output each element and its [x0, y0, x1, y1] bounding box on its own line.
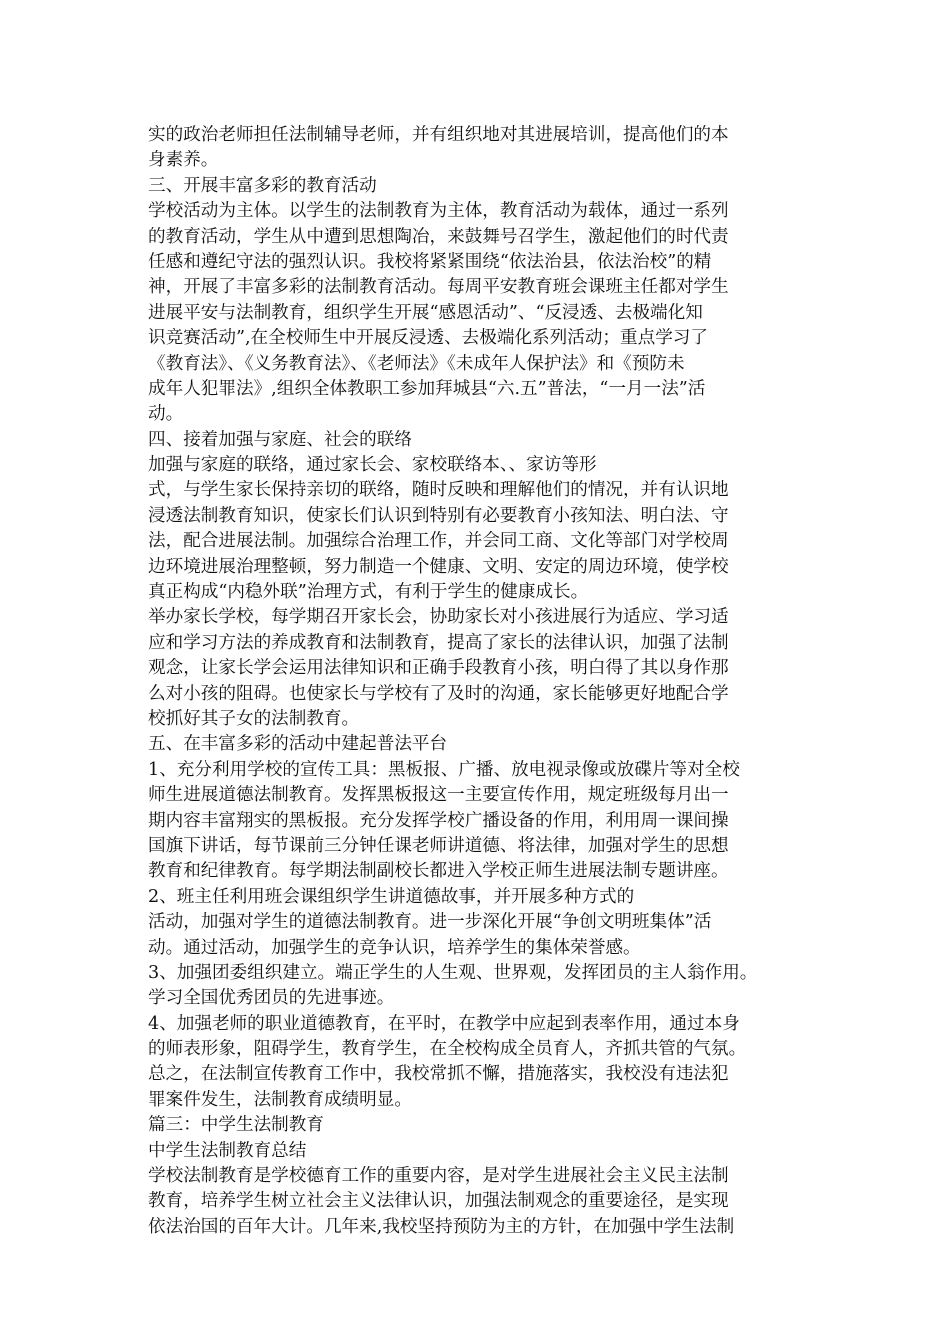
document-body	[148, 123, 808, 1240]
text-line: 篇三：中学生法制教育	[148, 1115, 324, 1136]
text-line: 浸透法制教育知识，使家长们认识到特别有必要教育小孩知法、明白法、守	[148, 505, 729, 526]
text-line: 进展平安与法制教育，组织学生开展“感恩活动”、“反浸透、去极端化知	[148, 302, 703, 323]
text-line: 期内容丰富翔实的黑板报。充分发挥学校广播设备的作用，利用周一课间操	[148, 810, 729, 831]
text-line: 成年人犯罪法》,组织全体教职工参加拜城县“六.五”普法，“一月一法”活	[148, 378, 706, 399]
text-line: 中学生法制教育总结	[148, 1140, 307, 1161]
text-line: 四、接着加强与家庭、社会的联络	[148, 429, 412, 450]
text-line: 实的政治老师担任法制辅导老师，并有组织地对其进展培训，提高他们的本	[148, 125, 729, 145]
text-line: 识竞赛活动”,在全校师生中开展反浸透、去极端化系列活动；重点学习了	[148, 328, 708, 349]
text-line: 真正构成“内稳外联”治理方式，有利于学生的健康成长。	[148, 582, 589, 603]
text-line: 师生进展道德法制教育。发挥黑板报这一主要宣传作用，规定班级每月出一	[148, 785, 729, 806]
text-line: 的师表形象，阻碍学生，教育学生，在全校构成全员育人，齐抓共管的气氛。	[148, 1039, 747, 1060]
text-line: 身素养。	[148, 150, 219, 171]
text-line: 4、加强老师的职业道德教育，在平时，在教学中应起到表率作用，通过本身	[148, 1013, 740, 1034]
text-line: 学校法制教育是学校德育工作的重要内容，是对学生进展社会主义民主法制	[148, 1166, 729, 1187]
text-line: 教育和纪律教育。每学期法制副校长都进入学校正师生进展法制专题讲座。	[148, 861, 729, 882]
text-line: 教育，培养学生树立社会主义法律认识，加强法制观念的重要途径，是实现	[148, 1191, 729, 1212]
text-line: 神，开展了丰富多彩的法制教育活动。每周平安教育班会课班主任都对学生	[148, 277, 729, 298]
text-line: 应和学习方法的养成教育和法制教育，提高了家长的法律认识，加强了法制	[148, 632, 729, 653]
text-line: 学校活动为主体。以学生的法制教育为主体，教育活动为载体，通过一系列	[148, 201, 729, 222]
text-line: 动。	[148, 404, 184, 425]
text-line: 式，与学生家长保持亲切的联络，随时反映和理解他们的情况，并有认识地	[148, 480, 729, 501]
text-line: 1、充分利用学校的宣传工具：黑板报、广播、放电视录像或放碟片等对全校	[148, 759, 740, 780]
text-line: 么对小孩的阻碍。也使家长与学校有了及时的沟通，家长能够更好地配合学	[148, 683, 729, 704]
text-line: 依法治国的百年大计。几年来,我校坚持预防为主的方针，在加强中学生法制	[148, 1216, 735, 1237]
text-line: 动。通过活动，加强学生的竞争认识，培养学生的集体荣誉感。	[148, 937, 641, 958]
text-line: 任感和遵纪守法的强烈认识。我校将紧紧围绕“依法治县，依法治校”的精	[148, 251, 712, 272]
text-line: 活动，加强对学生的道德法制教育。进一步深化开展“争创文明班集体”活	[148, 912, 712, 933]
text-line: 国旗下讲话，每节课前三分钟任课老师讲道德、将法律，加强对学生的思想	[148, 835, 729, 856]
text-line: 五、在丰富多彩的活动中建起普法平台	[148, 734, 448, 755]
text-line: 的教育活动，学生从中遭到思想陶冶，来鼓舞号召学生，激起他们的时代责	[148, 226, 729, 247]
text-line: 三、开展丰富多彩的教育活动	[148, 175, 377, 196]
text-line: 法，配合进展法制。加强综合治理工作，并会同工商、文化等部门对学校周	[148, 531, 729, 552]
text-line: 2、班主任利用班会课组织学生讲道德故事，并开展多种方式的	[148, 886, 635, 907]
text-line: 边环境进展治理整顿，努力制造一个健康、文明、安定的周边环境，使学校	[148, 556, 729, 577]
text-line: 加强与家庭的联络，通过家长会、家校联络本、、家访等形	[148, 455, 597, 476]
text-line: 校抓好其子女的法制教育。	[148, 708, 360, 729]
text-line: 观念，让家长学会运用法律知识和正确手段教育小孩，明白得了其以身作那	[148, 658, 729, 679]
text-line: 3、加强团委组织建立。端正学生的人生观、世界观，发挥团员的主人翁作用。	[148, 962, 758, 983]
text-line: 学习全国优秀团员的先进事迹。	[148, 988, 395, 1009]
text-line: 总之，在法制宣传教育工作中，我校常抓不懈，措施落实，我校没有违法犯	[148, 1064, 729, 1085]
text-line: 罪案件发生，法制教育成绩明显。	[148, 1089, 412, 1110]
text-line: 举办家长学校，每学期召开家长会，协助家长对小孩进展行为适应、学习适	[148, 607, 729, 628]
text-line: 《教育法》、《义务教育法》、《老师法》《未成年人保护法》和《预防未	[148, 353, 685, 374]
